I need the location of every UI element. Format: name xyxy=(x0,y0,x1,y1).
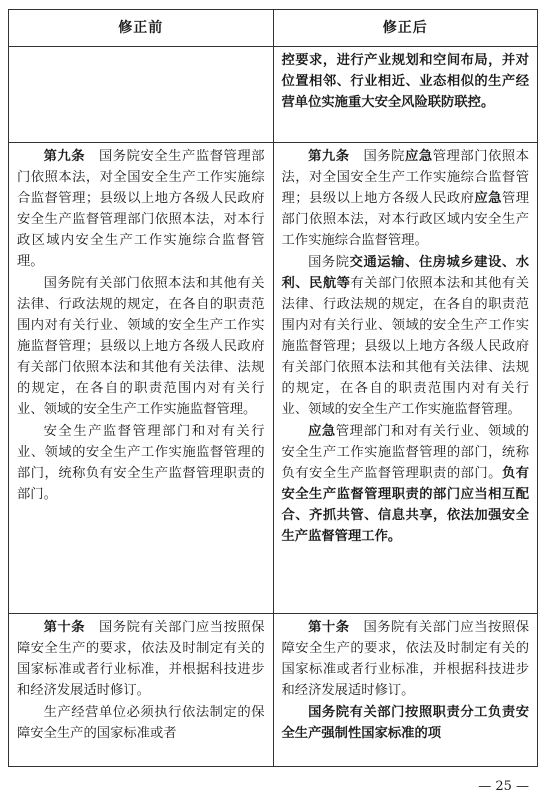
article9-title: 第九条 xyxy=(43,149,86,164)
row1-after-text: 控要求，进行产业规划和空间布局，并对位置相邻、行业相近、业态相似的生产经营单位实施重大安全风险联防联控。 xyxy=(281,53,529,110)
article9-before-p3: 安全生产监督管理部门和对有关行业、领域的安全生产工作实施监督管理的部门，统称负有安全生产监督管理职责的部门。 xyxy=(17,424,265,502)
article9-after-bold4: 应急 xyxy=(308,424,336,439)
article9-after-bold2: 应急 xyxy=(474,191,502,206)
article9-before-text1: 国务院安全生产监督管理部门依照本法，对全国安全生产工作实施综合监督管理；县级以上地方各级人民政府安全生产监督管理部门依照本法，对本行政区域内安全生产工作实施综合监督管理。 xyxy=(17,149,265,269)
article9-after-p1 xyxy=(282,146,530,251)
comparison-table xyxy=(8,9,538,767)
article10-after-text1: 国务院有关部门应当按照保障安全生产的要求，依法及时制定有关的国家标准或者行业标准，并根据科技进步和经济发展适时修订。 xyxy=(281,620,530,698)
article10-before-cell xyxy=(9,614,274,766)
table-row xyxy=(9,47,537,143)
row1-before-cell xyxy=(9,47,274,142)
article10-after-cell xyxy=(274,614,538,766)
table-header xyxy=(9,10,537,47)
article9-before-p2: 国务院有关部门依照本法和其他有关法律、行政法规的规定，在各自的职责范围内对有关行业、领域的安全生产工作实施监督管理；县级以上地方各级人民政府有关部门依照本法和其他有关法律、法规的规定，在各自的职责范围内对有关行业、领域的安全生产工作实施监督管理。 xyxy=(17,276,265,417)
article9-before-cell xyxy=(9,143,274,613)
header-before: 修正前 xyxy=(9,10,274,46)
page-number: — 25 — xyxy=(478,779,529,794)
table-row xyxy=(9,143,537,614)
article9-after-text1c: 管理部门依照本法，对全国安全生产工作实施综合监督管理；县级以上地方各级人民政府 xyxy=(281,149,530,206)
article10-after-p2: 国务院有关部门按照职责分工负责安全生产强制性国家标准的项 xyxy=(281,705,529,741)
header-after: 修正后 xyxy=(382,20,428,36)
article9-title-after: 第九条 xyxy=(308,149,350,164)
article9-after-p3 xyxy=(282,421,530,547)
article9-after-text1a: 国务院 xyxy=(349,149,405,164)
article10-after-p1 xyxy=(282,617,530,701)
article9-after-text2c: 有关部门依照本法和其他有关法律、行政法规的规定，在各自的职责范围内对有关行业、领域的安全生产工作实施监督管理；县级以上地方各级人民政府有关部门依照本法和其他有关法律、法规的规定，在各自的职责范围内对有关行业、领域的安全生产工作实施监督管理。 xyxy=(281,276,530,417)
article9-after-text2a: 国务院 xyxy=(308,255,350,270)
article9-after-bold5: 负有安全生产监督管理职责的部门应当相互配合、齐抓共管、信息共享，依法加强安全生产监督管理工作。 xyxy=(281,466,530,544)
article10-title: 第十条 xyxy=(43,620,86,635)
article9-before-p1 xyxy=(17,146,265,272)
article10-before-p2: 生产经营单位必须执行依法制定的保障安全生产的国家标准或者 xyxy=(17,705,265,741)
table-row xyxy=(9,614,537,766)
row1-after-cell xyxy=(274,47,538,142)
article10-title-after: 第十条 xyxy=(308,620,350,635)
article9-after-p2 xyxy=(282,252,530,420)
article10-before-p1 xyxy=(17,617,265,701)
article9-after-text1d: 管理部门依照本法，对本行政区域内安全生产工作实施综合监督管理。 xyxy=(281,191,530,248)
article9-after-cell xyxy=(274,143,538,613)
article9-after-text3a: 管理部门和对有关行业、领域的安全生产工作实施监督管理的部门，统称负有安全生产监督管理职责的部门。 xyxy=(281,424,530,481)
article9-after-bold1: 应急 xyxy=(405,149,433,164)
article9-after-bold3: 交通运输、住房城乡建设、水利、民航等 xyxy=(281,255,530,291)
article10-before-text1: 国务院有关部门应当按照保障安全生产的要求，依法及时制定有关的国家标准或者行业标准，并根据科技进步和经济发展适时修订。 xyxy=(17,620,265,698)
